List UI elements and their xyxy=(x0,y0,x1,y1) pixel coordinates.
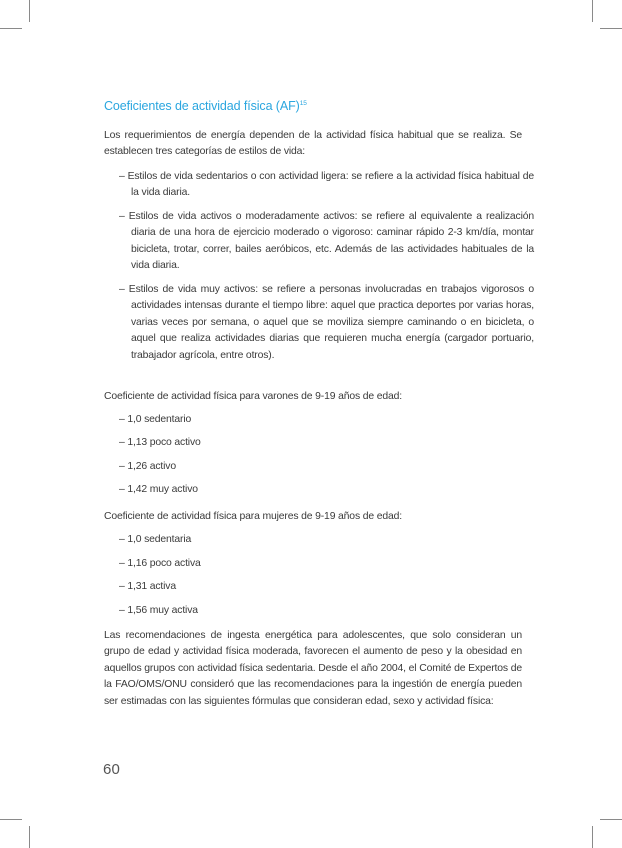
males-coefficient-title: Coeficiente de actividad física para varones de 9-19 años de edad: xyxy=(104,391,402,402)
females-item: – 1,16 poco activa xyxy=(119,558,201,569)
lifestyle-item-very-active: – Estilos de vida muy activos: se refiere a personas involucradas en trabajos vigorosos o actividades intensas durante el tiempo libre: aquel que practica deportes por varias horas, varias veces por semana, o aquel que se moviliza siempre caminando o en bicicleta, o aquel que realiza actividades diarias que requieren mucha energía (cargador portuario, trabajador agrícola, entre otros). xyxy=(119,284,534,361)
crop-mark xyxy=(600,28,622,29)
crop-mark xyxy=(29,0,30,22)
males-item: – 1,26 activo xyxy=(119,461,176,472)
reference-superscript: 15 xyxy=(299,100,307,107)
page-number: 60 xyxy=(103,761,121,778)
closing-paragraph: Las recomendaciones de ingesta energética para adolescentes, que solo consideran un grupo de edad y actividad física moderada, favorecen el aumento de peso y la obesidad en aquellos grupos con actividad física sedentaria. Desde el año 2004, el Comité de Expertos de la FAO/OMS/ONU consideró que las recomendaciones para la ingestión de energía pueden ser estimadas con las siguientes fórmulas que consideran edad, sexo y actividad física: xyxy=(104,630,522,707)
intro-paragraph: Los requerimientos de energía dependen de la actividad física habitual que se realiza. Se establecen tres categorías de estilos de vida: xyxy=(104,130,522,158)
males-item: – 1,13 poco activo xyxy=(119,437,201,448)
section-heading xyxy=(104,99,524,113)
lifestyle-item-sedentary: – Estilos de vida sedentarios o con actividad ligera: se refiere a la actividad física habitual de la vida diaria. xyxy=(119,171,534,199)
females-item: – 1,56 muy activa xyxy=(119,605,198,616)
crop-mark xyxy=(0,819,22,820)
males-item: – 1,42 muy activo xyxy=(119,484,198,495)
crop-mark xyxy=(592,0,593,22)
crop-mark xyxy=(592,826,593,848)
crop-mark xyxy=(29,826,30,848)
crop-mark xyxy=(600,819,622,820)
females-item: – 1,0 sedentaria xyxy=(119,534,192,545)
females-coefficient-title: Coeficiente de actividad física para mujeres de 9-19 años de edad: xyxy=(104,511,402,522)
males-item: – 1,0 sedentario xyxy=(119,414,192,425)
lifestyle-item-active: – Estilos de vida activos o moderadamente activos: se refiere al equivalente a realización diaria de una hora de ejercicio moderado o vigoroso: caminar rápido 2-3 km/día, montar bicicleta, trotar, correr, bailes aeróbicos, etc. Además de las actividades habituales de la vida diaria. xyxy=(119,211,534,272)
females-item: – 1,31 activa xyxy=(119,581,176,592)
crop-mark xyxy=(0,28,22,29)
heading-text: Coeficientes de actividad física (AF) xyxy=(104,99,300,113)
